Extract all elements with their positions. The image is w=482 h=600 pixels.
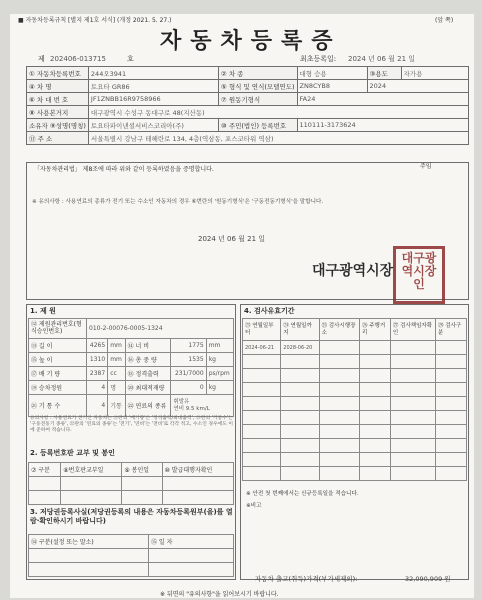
first-reg-label: 최초등록일: (300, 55, 337, 63)
memo-label: ※비고 (246, 503, 262, 509)
table-row (243, 439, 467, 453)
table-row: ⑫ 제원관리번호(형식승인번호) 010-2-00076-0005-1324 (29, 319, 234, 339)
table-row (29, 491, 234, 505)
vehicle-info-table (26, 66, 469, 145)
table-row (243, 411, 467, 425)
inspection-note: ※ 안전 첫 번째에서는 신규등록일을 적습니다. (246, 491, 359, 497)
doc-number: 202406-013715 (50, 55, 106, 63)
plate-seal-table (28, 462, 234, 505)
side-note: (앞 쪽) (435, 17, 454, 24)
table-row: ④ 차 명 토요타 GR86 ⑤ 형식 및 연식(모델연도) ZN8CYB8 2024 (27, 80, 469, 93)
table-row: ㉓ 연월일부터 ㉔ 연월일까지 ㉕ 검사시행장소 ㉖ 주행거리 ㉗ 검사책임자확인 ㉘ 검사구분 (243, 319, 467, 341)
inspection-table (242, 318, 467, 481)
table-row (243, 453, 467, 467)
table-row (243, 355, 467, 369)
table-row: ⑪ 주 소 서울특별시 강남구 테헤란로 134, 4층(역삼동, 포스코타워 역삼) (27, 132, 469, 145)
table-row: ⑲ 승차정원 4 명 ⑳ 최대적재량 0 kg (29, 381, 234, 395)
table-row: 소유자 ⑨성명(명칭) 토요타파이낸셜서비스코리아(주) ⑩ 주민(법인) 등록번호 110111-3173624 (27, 119, 469, 132)
price-label: 자동차 출고(취득)가격(부가세제외): (255, 575, 358, 583)
table-row: ⑦ 구분 ⑧번호판교부일 ⑨ 봉인일 ⑩ 발급대행자확인 (29, 463, 234, 477)
table-row (243, 425, 467, 439)
table-row: 2024-06-21 2028-06-20 (243, 341, 467, 355)
official-seal-icon: 대구광역시장인 (393, 246, 445, 304)
table-row: ㉑ 기 통 수 4 기통 ㉒ 연료의 종류 휘발유 연비 9.5 km/L (29, 395, 234, 417)
law-tag: 주임 (420, 163, 432, 170)
spec-title: 1. 제 원 (30, 307, 56, 315)
table-row: ⑬ 길 이 4265 mm ⑭ 너 비 1775 mm (29, 339, 234, 353)
registration-certificate (10, 14, 474, 598)
table-row (29, 563, 234, 577)
law-statement: 「자동차관리법」 제8조에 따라 위와 같이 등록하였음을 증명합니다. (34, 166, 214, 173)
inspection-title: 4. 검사유효기간 (244, 307, 295, 315)
spec-table (28, 318, 234, 417)
table-row: ⑧ 사용본거지 대구광역시 수성구 동대구로 48(지산동) (27, 106, 469, 119)
table-row (29, 549, 234, 563)
warning-note: ※ 유의사항 : 사용연료의 종류가 전기 또는 수소인 자동차의 경우 ⑥번란의 '원동기형식'은 '구동전동기형식'을 말합니다. (32, 199, 324, 205)
table-row (243, 397, 467, 411)
table-row (243, 383, 467, 397)
price-value: 32,090,909 원 (405, 575, 451, 583)
table-row (243, 369, 467, 383)
issue-date: 2024 년 06 월 21 일 (198, 235, 266, 243)
spec-footnote: 유의사항 : 사용연료가 전기인 자동차는 ⑰란의 '배기량'은 '정격출력/최대출력', ㉑란의 '기통수'는 '구동전동기 종류', ㉒란의 '연료의 종류'는 '전기', '연비'는 '전비'로 각각 적고, 수소인 경우에도 이에 준하여 적습니다. (30, 416, 234, 433)
section2-title: 2. 등록번호판 교부 및 봉인 (30, 449, 115, 457)
regulation-header: ■ 자동차등록규칙 [별지 제1호 서식] (개정 2021. 5. 27.) (18, 17, 172, 24)
section3-title: 3. 저당권등록사실(저당권등록의 내용은 자동차등록원부(을)를 열람·확인하시기 바랍니다) (30, 508, 233, 526)
table-row: ⑭ 구분(설정 또는 말소) ⑮ 일 자 (29, 535, 234, 549)
doc-number-suffix: 호 (127, 55, 134, 63)
doc-number-prefix: 제 (38, 55, 45, 63)
table-row: ① 자동차등록번호 244오3941 ② 차 종 대형 승용 ③용도 자가용 (27, 67, 469, 80)
table-row: ⑮ 높 이 1310 mm ⑯ 총 중 량 1535 kg (29, 353, 234, 367)
table-row: ⑰ 배 기 량 2387 cc ⑱ 정격출력 231/7000 ps/rpm (29, 367, 234, 381)
issuer-name: 대구광역시장 (312, 263, 394, 279)
table-row (29, 477, 234, 491)
bottom-note: ※ 뒤면의 "유의사항"을 읽어보시기 바랍니다. (160, 591, 279, 598)
document-title: 자동차등록증 (160, 28, 342, 54)
mortgage-table (28, 534, 234, 577)
first-reg-date: 2024 년 06 월 21 일 (348, 55, 416, 63)
table-row: ⑥ 차 대 번 호 JF1ZNBB16R9758966 ⑦ 원동기형식 FA24 (27, 93, 469, 106)
table-row (243, 467, 467, 481)
